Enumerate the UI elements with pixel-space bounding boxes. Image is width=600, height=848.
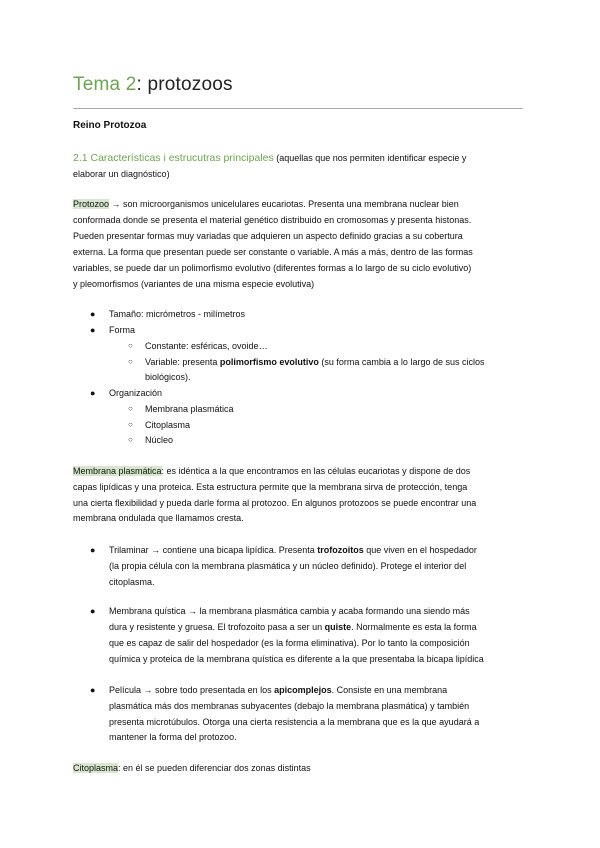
page-title — [73, 74, 233, 96]
circle-bullet-icon: ○ — [128, 357, 133, 366]
membrana-line1 — [73, 464, 527, 480]
pelicula-pre: Película → sobre todo presentada en los — [109, 685, 275, 695]
quistica-post: . Normalmente es esta la forma — [351, 622, 477, 632]
protozoo-line4: externa. La forma que presentan puede ser constante o variable. A más a más, dentro de las formas — [73, 247, 473, 257]
circle-bullet-icon: ○ — [128, 420, 133, 429]
citoplasma-term: Citoplasma — [73, 763, 119, 773]
bullet-icon: ● — [90, 685, 96, 695]
bullet-icon: ● — [90, 388, 96, 398]
membrana-line4: membrana ondulada que llamamos cresta. — [73, 513, 244, 523]
circle-bullet-icon: ○ — [128, 435, 133, 444]
list-item-forma: Forma — [109, 325, 136, 335]
protozoo-line6: y pleomorfismos (variantes de una misma especie evolutiva) — [73, 279, 315, 289]
bullet-icon: ● — [90, 606, 96, 616]
title-divider — [73, 108, 523, 109]
quistica-line2 — [109, 620, 527, 636]
org-item: Núcleo — [145, 435, 174, 445]
trilaminar-line3: citoplasma. — [109, 577, 155, 587]
list-item-organizacion: Organización — [109, 388, 163, 398]
pelicula-post: . Consiste en una membrana — [331, 685, 448, 695]
list-item-constante: Constante: esféricas, ovoide… — [145, 341, 268, 351]
bullet-icon: ● — [90, 309, 96, 319]
circle-bullet-icon: ○ — [128, 341, 133, 350]
protozoo-line1 — [73, 197, 527, 213]
bullet-icon: ● — [90, 325, 96, 335]
subsection-rest: (aquellas que nos permiten identificar especie y — [273, 153, 467, 163]
variable-pre: Variable: presenta — [145, 357, 220, 367]
org-item: Membrana plasmática — [145, 404, 234, 414]
list-item-variable — [145, 355, 525, 371]
variable-bold: polimorfismo evolutivo — [219, 357, 319, 367]
title-rest: protozoos — [142, 74, 233, 95]
protozoo-line5: variables, se puede dar un polimorfismo evolutivo (diferentes formas a lo largo de su ciclo evolutivo) — [73, 263, 472, 273]
pelicula-line2: plasmática más dos membranas subyacentes (debajo la membrana plasmática) y también — [109, 701, 470, 711]
trilaminar-line2: (la propia célula con la membrana plasmática y un núcleo definido). Protege el interior del — [109, 561, 467, 571]
citoplasma-line — [73, 761, 527, 777]
protozoo-line2: conformada donde se presenta el material genético distribuido en cromosomas y presenta histonas. — [73, 215, 472, 225]
circle-bullet-icon: ○ — [128, 404, 133, 413]
trilaminar-bold: trofozoitos — [317, 545, 364, 555]
membrana-text: : es idéntica a la que encontramos en las células eucariotas y dispone de dos — [161, 466, 471, 476]
membrana-line3: una cierta flexibilidad y pueda darle forma al protozoo. En algunos protozoos se puede encontrar una — [73, 498, 477, 508]
pelicula-line1 — [109, 683, 527, 699]
pelicula-line4: mantener la forma del protozoo. — [109, 732, 237, 742]
protozoo-text: → son microorganismos unicelulares eucariotas. Presenta una membrana nuclear bien — [109, 199, 459, 209]
variable-post: (su forma cambia a lo largo de sus ciclos — [318, 357, 485, 367]
subsection-heading — [73, 151, 527, 167]
protozoo-line3: Pueden presentar formas muy variadas que adquieren un aspecto definido gracias a su cobertura — [73, 231, 463, 241]
quistica-bold: quiste — [324, 622, 352, 632]
trilaminar-pre: Trilaminar → contiene una bicapa lipídica. Presenta — [109, 545, 318, 555]
pelicula-line3: presenta microtúbulos. Otorga una cierta resistencia a la membrana que es la que ayudará a — [109, 717, 480, 727]
trilaminar-line1 — [109, 543, 527, 559]
list-item-tamano: Tamaño: micrómetros - milímetros — [109, 309, 246, 319]
title-colon: : — [136, 74, 142, 95]
org-item: Citoplasma — [145, 420, 191, 430]
protozoo-term: Protozoo — [73, 199, 110, 209]
citoplasma-text: : en él se pueden diferenciar dos zonas distintas — [118, 763, 311, 773]
list-item-variable-line2: biológicos). — [145, 372, 191, 382]
membrana-term: Membrana plasmática — [73, 466, 162, 476]
quistica-line4: química y proteica de la membrana quística es diferente a la que presentaba la bicapa lipídica — [109, 654, 484, 664]
section-heading: Reino Protozoa — [73, 120, 147, 131]
quistica-pre: dura y resistente y gruesa. El trofozoito pasa a ser un — [109, 622, 325, 632]
title-prefix: Tema 2 — [73, 74, 137, 95]
trilaminar-post: que viven en el hospedador — [363, 545, 477, 555]
quistica-line3: que es capaz de salir del hospedador (es la forma eliminativa). Por lo tanto la composición — [109, 638, 470, 648]
subsection-line2: elaborar un diagnóstico) — [73, 169, 170, 179]
membrana-line2: capas lipídicas y una proteica. Esta estructura permite que la membrana sirva de protección, tenga — [73, 482, 468, 492]
quistica-line1: Membrana quística → la membrana plasmática cambia y acaba formando una siendo más — [109, 606, 470, 616]
bullet-icon: ● — [90, 545, 96, 555]
pelicula-bold: apicomplejos — [274, 685, 332, 695]
subsection-title: 2.1 Características i estrucutras principales — [73, 152, 274, 164]
